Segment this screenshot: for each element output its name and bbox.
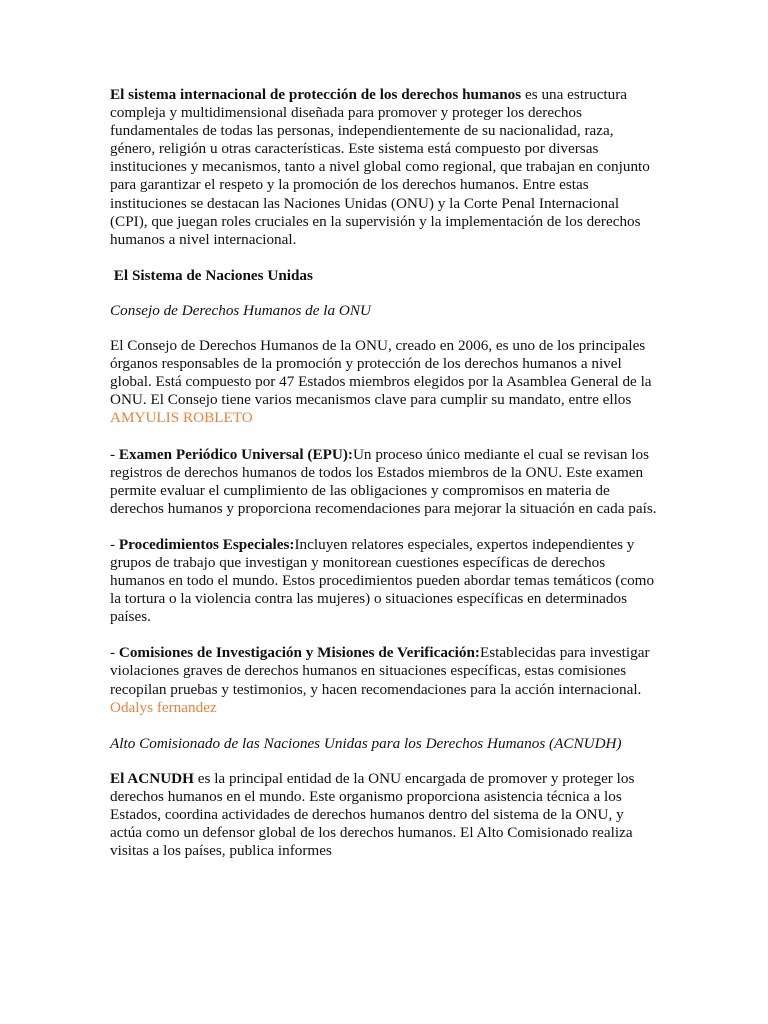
author-name-odalys: Odalys fernandez	[110, 698, 217, 716]
mechanism-special-procedures	[110, 536, 658, 626]
mechanism-epu-title: Examen Periódico Universal (EPU):	[118, 445, 353, 463]
mechanism-epu-text: Un proceso único mediante el cual se revisan los registros de derechos humanos de todos los Estados miembros de la ONU. Este examen permite evaluar el cumplimiento de las obligaciones y compromisos en materia de derechos humanos y proporciona recomendaciones para mejorar la situación en cada país.	[110, 445, 657, 517]
council-paragraph	[110, 337, 658, 427]
document-page	[110, 86, 658, 878]
mechanism-commissions-text: Establecidas para investigar violaciones graves de derechos humanos en situaciones específicas, estas comisiones recopilan pruebas y testimonios, y hacen recomendaciones para la acción internacional.	[110, 644, 650, 698]
section-heading-un-system: El Sistema de Naciones Unidas	[110, 266, 313, 284]
intro-paragraph	[110, 86, 658, 249]
mechanism-special-title: Procedimientos Especiales:	[118, 535, 295, 553]
mechanism-special-text: Incluyen relatores especiales, expertos independientes y grupos de trabajo que investigan y monitorean cuestiones específicas de derechos humanos en todo el mundo. Estos procedimientos pueden abordar temas temáticos (como la tortura o la violencia contra las mujeres) o situaciones específicas en determinados países.	[110, 535, 655, 626]
subheading-human-rights-council: Consejo de Derechos Humanos de la ONU	[110, 301, 371, 319]
subheading-acnudh: Alto Comisionado de las Naciones Unidas para los Derechos Humanos (ACNUDH)	[110, 734, 622, 752]
mechanism-commissions	[110, 644, 658, 716]
intro-text: es una estructura compleja y multidimensional diseñada para promover y proteger los derechos fundamentales de todas las personas, independientemente de su nacionalidad, raza, género, religión u otras características. Este sistema está compuesto por diversas instituciones y mecanismos, tanto a nivel global como regional, que trabajan en conjunto para garantizar el respeto y la promoción de los derechos humanos. Entre estas instituciones se destacan las Naciones Unidas (ONU) y la Corte Penal Internacional (CPI), que juegan roles cruciales en la supervisión y la implementación de los derechos humanos a nivel internacional.	[110, 86, 650, 248]
mechanism-dash: -	[110, 445, 119, 463]
acnudh-bold: El ACNUDH	[110, 769, 194, 787]
author-name-amyulis: AMYULIS ROBLETO	[110, 409, 253, 427]
acnudh-paragraph	[110, 770, 658, 860]
council-text: El Consejo de Derechos Humanos de la ONU, creado en 2006, es uno de los principales órganos responsables de la promoción y protección de los derechos humanos a nivel global. Está compuesto por 47 Estados miembros elegidos por la Asamblea General de la ONU. El Consejo tiene varios mecanismos clave para cumplir su mandato, entre ellos	[110, 337, 652, 409]
mechanism-epu	[110, 446, 658, 518]
acnudh-text: es la principal entidad de la ONU encargada de promover y proteger los derechos humanos en el mundo. Este organismo proporciona asistencia técnica a los Estados, coordina actividades de derechos humanos dentro del sistema de la ONU, y actúa como un defensor global de los derechos humanos. El Alto Comisionado realiza visitas a los países, publica informes	[110, 769, 635, 860]
mechanism-dash: -	[110, 644, 119, 662]
intro-bold: El sistema internacional de protección de los derechos humanos	[110, 86, 522, 103]
mechanism-dash: -	[110, 535, 119, 553]
mechanism-commissions-title: Comisiones de Investigación y Misiones de Verificación:	[118, 644, 480, 662]
